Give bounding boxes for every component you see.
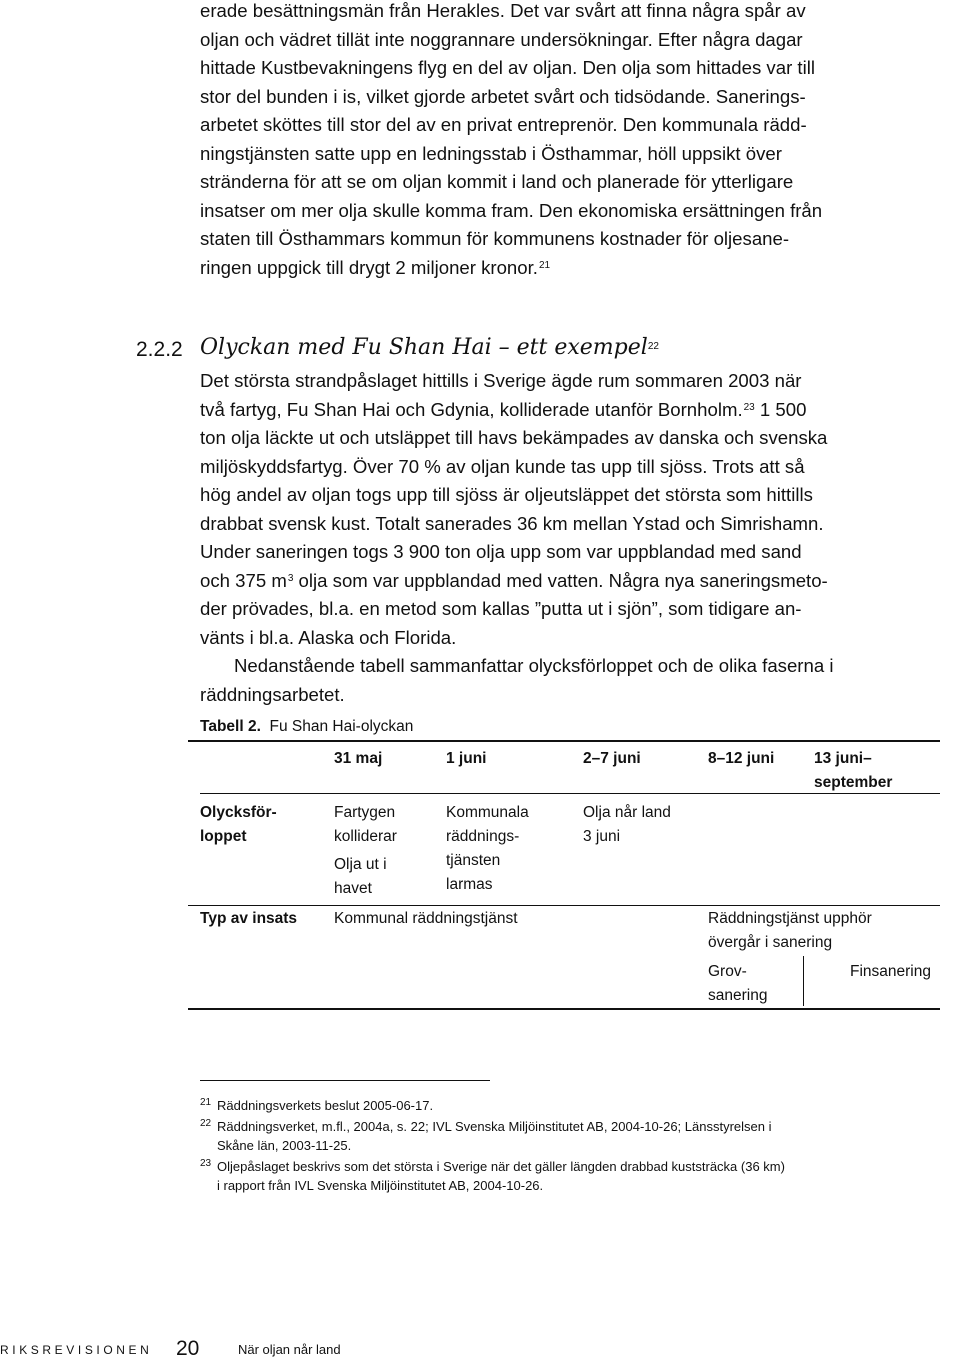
table-cell-line: larmas [446,876,493,893]
table-top-rule [188,740,940,742]
text-line: arbetet sköttes till stor del av en privat entreprenör. Den kommunala rädd- [200,114,807,135]
text-span: ringen uppgick till drygt 2 miljoner kronor. [200,256,538,278]
text-line: ningstjänsten satte upp en ledningsstab i Östhammar, höll uppsikt över [200,142,782,164]
table-cell [708,907,872,955]
table-header-cell: 2–7 juni [583,750,641,767]
text-span: och 375 m [200,569,287,591]
table-cell-line: Räddningstjänst upphör [708,910,872,927]
table-cell: Finsanering [850,963,931,980]
text-line: Under saneringen togs 3 900 ton olja upp som var uppblandad med sand [200,541,802,562]
footer-document-title: När oljan når land [238,1342,341,1357]
table-cell-line: 3 juni [583,828,621,845]
footnote-text: Räddningsverkets beslut 2005-06-17. [217,1098,434,1113]
text-line: insatser om mer olja skulle komma fram. Den ekonomiska ersättningen från [200,199,823,221]
table-cell [583,801,671,849]
table-cell-line: Fartygen [334,804,396,821]
table-cell-line: Olja når land [583,804,671,821]
text-line: vänts i bl.a. Alaska och Florida. [200,626,457,648]
footnote-number: 21 [200,1097,212,1108]
table-caption-text: Fu Shan Hai-olyckan [269,718,414,735]
footnote-text: Räddningsverket, m.fl., 2004a, s. 22; IVL Svenska Miljöinstitutet AB, 2004-10-26; Länsstyrelsen i [217,1119,772,1134]
table-cell-line: Grov- [708,963,747,980]
footer-organization: RIKSREVISIONEN [0,1343,153,1357]
text-span: 1 500 [754,398,807,420]
text-line: hög andel av oljan togs upp till sjöss är oljeutsläppet det största som hittills [200,484,813,505]
text-line: stor del bunden i is, vilket gjorde arbetet svårt och tidsödande. Sanerings- [200,85,806,107]
superscript: 3 [287,572,294,584]
table-cell [334,801,397,849]
table-cell-line: räddnings- [446,828,520,845]
table-cell-line: kolliderar [334,828,397,845]
footnote [200,1096,880,1115]
table-cell-line: Olycksför- [200,804,277,821]
table-header-cell: 8–12 juni [708,750,775,767]
footnote-ref[interactable]: 23 [743,401,755,413]
text-line: Det största strandpåslaget hittills i Sverige ägde rum sommaren 2003 när [200,370,802,391]
text-line: stränderna för att se om oljan kommit i land och planerade för ytterligare [200,171,794,192]
footnote-text: Skåne län, 2003-11-25. [217,1138,352,1153]
table-row-label: Typ av insats [200,910,298,927]
table-cell-line: loppet [200,828,247,845]
footnote-number: 23 [200,1158,212,1169]
body-paragraph-2 [200,367,880,709]
table-header-line: 13 juni– [814,750,872,767]
table-header-cell [814,747,892,795]
table-header-line: september [814,774,893,791]
text-line [200,567,880,596]
table-row-label [200,801,277,849]
footnote [200,1157,880,1195]
footnote-number: 22 [200,1118,212,1129]
text-line: miljöskyddsfartyg. Över 70 % av oljan kunde tas upp till sjöss. Trots att så [200,455,805,477]
table-cell: Kommunal räddningstjänst [334,910,518,927]
page-number: 20 [176,1337,200,1360]
table-cell-line: Kommunala [446,804,529,821]
table-header-cell: 1 juni [446,750,487,767]
table-vertical-divider [803,956,804,1006]
table-cell-line: havet [334,880,372,897]
table-caption [200,716,413,738]
text-line: staten till Östhammars kommun för kommunens kostnader för oljesane- [200,228,790,249]
text-line: der prövades, bl.a. en metod som kallas ”putta ut i sjön”, som tidigare an- [200,598,802,619]
table-cell-line: tjänsten [446,852,501,869]
table-row-rule [188,905,940,906]
footnote-separator [200,1080,490,1081]
table-cell-line: övergår i sanering [708,934,833,951]
text-line: Nedanstående tabell sammanfattar olycksförloppet och de olika faserna i [234,655,834,676]
footnote-text: Oljepåslaget beskrivs som det största i Sverige när det gäller längden drabbad kuststräcka (36 km) [217,1159,785,1174]
table-cell [446,801,529,897]
text-line [200,396,880,425]
footnote-ref[interactable]: 21 [538,259,551,271]
footnote [200,1117,880,1155]
section-title [200,334,659,362]
footnote-text: i rapport från IVL Svenska Miljöinstitutet AB, 2004-10-26. [217,1178,544,1193]
section-title-text: Olyckan med Fu Shan Hai – ett exempel [200,335,648,360]
table-cell-line: Olja ut i [334,856,387,873]
text-line: hittade Kustbevakningens flyg en del av oljan. Den olja som hittades var till [200,57,815,78]
table-cell [334,853,387,901]
text-line: erade besättningsmän från Herakles. Det var svårt att finna några spår av [200,0,806,21]
footnote-ref[interactable]: 22 [647,341,659,352]
text-line [200,254,880,283]
body-paragraph-1 [200,0,880,282]
text-line: oljan och vädret tillät inte noggrannare undersökningar. Efter några dagar [200,28,803,50]
table-header-cell: 31 maj [334,750,383,767]
table-caption-label: Tabell 2. [200,718,261,735]
table-bottom-rule [188,1008,940,1010]
text-line: drabbat svensk kust. Totalt sanerades 36 km mellan Ystad och Simrishamn. [200,512,824,534]
table-cell [708,960,767,1008]
text-line: räddningsarbetet. [200,683,345,705]
text-span: två fartyg, Fu Shan Hai och Gdynia, kolliderade utanför Bornholm. [200,398,743,420]
section-number: 2.2.2 [136,338,183,361]
text-span: olja som var uppblandad med vatten. Några nya saneringsmeto- [293,569,828,591]
table-cell-line: sanering [708,987,768,1004]
text-line: ton olja läckte ut och utsläppet till havs bekämpades av danska och svenska [200,427,828,448]
